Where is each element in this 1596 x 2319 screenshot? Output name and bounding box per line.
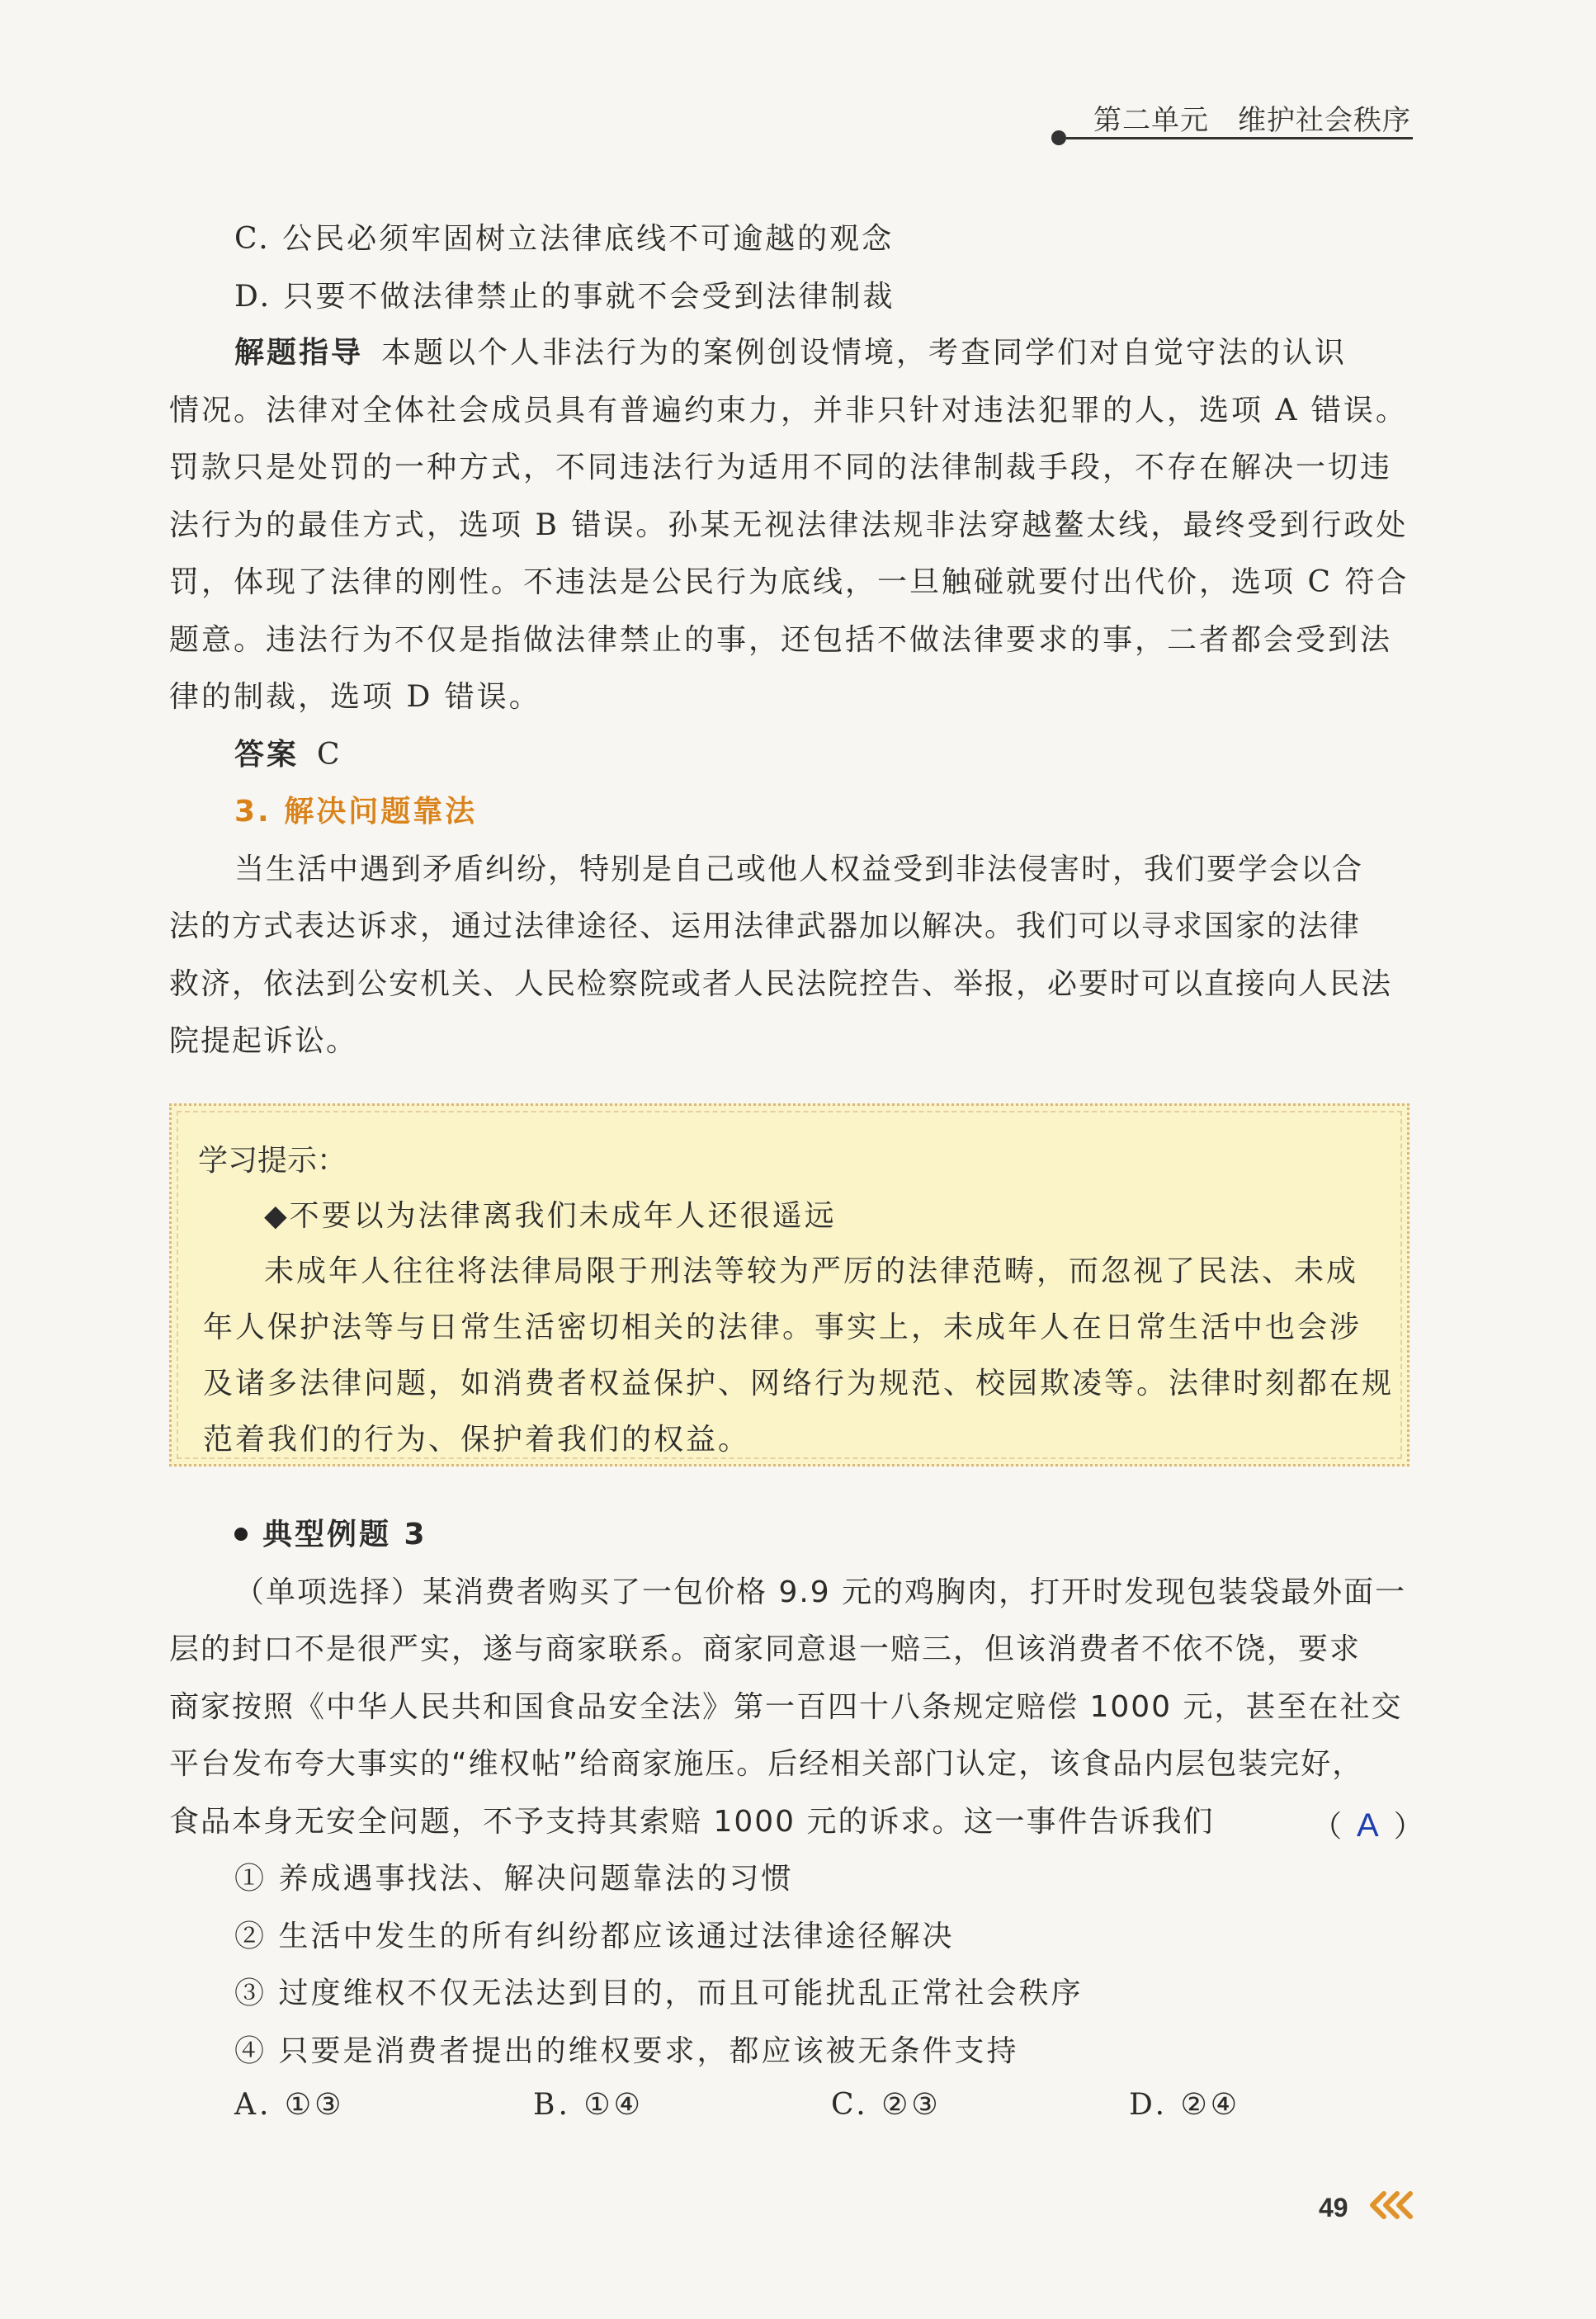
tip-line-1: 年人保护法等与日常生活密切相关的法律。事实上，未成年人在日常生活中也会涉 (203, 1311, 1362, 1344)
option-c-prev: C. 公民必须牢固树立法律底线不可逾越的观念 (234, 222, 895, 256)
guide-line-0 (234, 335, 1347, 371)
guide-line-5: 题意。违法行为不仅是指做法律禁止的事，还包括不做法律要求的事，二者都会受到法 (169, 623, 1393, 657)
answer-row (234, 737, 342, 773)
example-answer: A (1357, 1807, 1379, 1844)
example-line-1: 层的封口不是很严实，遂与商家联系。商家同意退一赔三，但该消费者不依不饶，要求 (169, 1632, 1362, 1666)
guide-line-6: 律的制裁，选项 D 错误。 (169, 680, 541, 714)
guide-label: 解题指导 (234, 336, 364, 370)
answer-label: 答案 (234, 738, 300, 772)
section-3-line-0: 当生活中遇到矛盾纠纷，特别是自己或他人权益受到非法侵害时，我们要学会以合 (234, 853, 1364, 886)
tip-line-3: 范着我们的行为、保护着我们的权益。 (203, 1423, 751, 1457)
example-title: 典型例题 3 (262, 1518, 427, 1552)
example-item-4: ④ 只要是消费者提出的维权要求，都应该被无条件支持 (234, 2034, 1019, 2068)
tip-line-0: 未成年人往往将法律局限于刑法等较为严厉的法律范畴，而忽视了民法、未成 (264, 1254, 1359, 1288)
example-item-3: ③ 过度维权不仅无法达到目的，而且可能扰乱正常社会秩序 (234, 1977, 1084, 2010)
tip-title: 学习提示： (198, 1144, 347, 1178)
section-3-line-3: 院提起诉讼。 (169, 1024, 358, 1058)
guide-line-1: 情况。法律对全体社会成员具有普遍约束力，并非只针对违法犯罪的人，选项 A 错误。 (169, 394, 1408, 427)
header-dot-icon (1051, 130, 1066, 145)
section-3-line-1: 法的方式表达诉求，通过法律途径、运用法律武器加以解决。我们可以寻求国家的法律 (169, 909, 1362, 943)
page-number: 49 (1319, 2193, 1348, 2222)
example-option-a: A. ①③ (234, 2088, 345, 2122)
example-option-d: D. ②④ (1129, 2088, 1241, 2122)
option-d-prev: D. 只要不做法律禁止的事就不会受到法律制裁 (234, 280, 895, 314)
guide-line-4: 罚，体现了法律的刚性。不违法是公民行为底线，一旦触碰就要付出代价，选项 C 符合 (169, 565, 1409, 599)
study-tip-box (169, 1103, 1409, 1466)
answer-bracket (1312, 1803, 1424, 1845)
chevron-left-icon (1366, 2189, 1415, 2222)
example-item-1: ① 养成遇事找法、解决问题靠法的习惯 (234, 1862, 794, 1896)
example-option-c: C. ②③ (831, 2088, 942, 2122)
header-title: 第二单元 维护社会秩序 (1093, 104, 1411, 137)
example-line-2: 商家按照《中华人民共和国食品安全法》第一百四十八条规定赔偿 1000 元，甚至在社交 (169, 1690, 1403, 1724)
guide-line-2: 罚款只是处罚的一种方式，不同违法行为适用不同的法律制裁手段，不存在解决一切违 (169, 451, 1393, 484)
section-3-line-2: 救济，依法到公安机关、人民检察院或者人民法院控告、举报，必要时可以直接向人民法 (169, 967, 1393, 1001)
section-3-title: 3. 解决问题靠法 (234, 795, 478, 829)
example-line-0: （单项选择）某消费者购买了一包价格 9.9 元的鸡胸肉，打开时发现包装袋最外面一 (234, 1575, 1407, 1609)
example-option-b: B. ①④ (533, 2088, 644, 2122)
bullet-dot-icon (234, 1528, 248, 1541)
example-line-3: 平台发布夸大事实的“维权帖”给商家施压。后经相关部门认定，该食品内层包装完好， (169, 1747, 1364, 1781)
answer-value: C (317, 738, 342, 772)
running-header (1048, 97, 1411, 147)
example-item-2: ② 生活中发生的所有纠纷都应该通过法律途径解决 (234, 1920, 955, 1953)
guide-line-3: 法行为的最佳方式，选项 B 错误。孙某无视法律法规非法穿越鳌太线，最终受到行政处 (169, 508, 1409, 542)
paren-open: （ (1312, 1810, 1343, 1844)
example-line-4: 食品本身无安全问题，不予支持其索赔 1000 元的诉求。这一事件告诉我们 (169, 1805, 1215, 1839)
paren-close: ） (1393, 1810, 1424, 1844)
guide-text: 本题以个人非法行为的案例创设情境，考查同学们对自觉守法的认识 (381, 336, 1348, 370)
tip-heading: ◆不要以为法律离我们未成年人还很遥远 (264, 1199, 837, 1233)
example-title-row (234, 1517, 427, 1553)
tip-line-2: 及诸多法律问题，如消费者权益保护、网络行为规范、校园欺凌等。法律时刻都在规 (203, 1367, 1395, 1400)
